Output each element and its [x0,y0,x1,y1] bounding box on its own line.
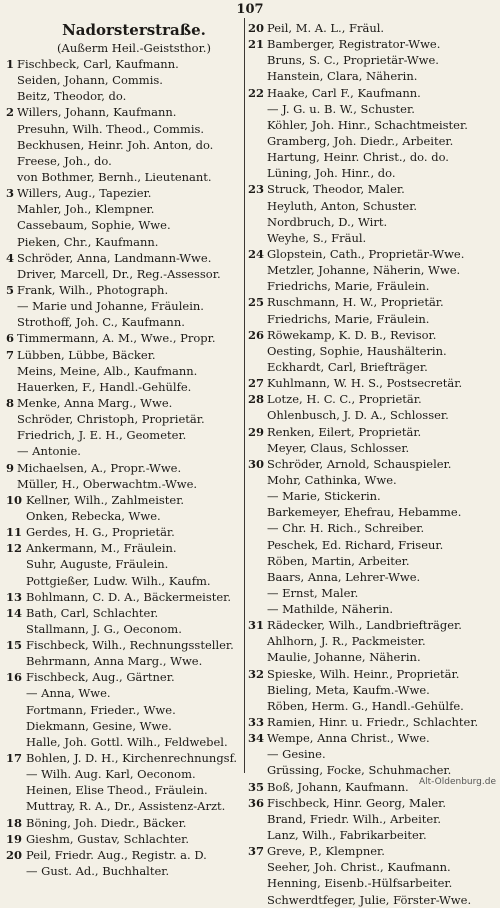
directory-entry [6,798,242,814]
resident-text: Bamberger, Registrator-Wwe. [267,37,441,52]
directory-entry [248,214,496,230]
directory-entry [6,573,242,589]
resident-text: Röben, Martin, Arbeiter. [267,553,410,568]
resident-text: Gieshm, Gustav, Schlachter. [26,831,190,846]
resident-text: Lübben, Lübbe, Bäcker. [17,347,156,362]
directory-entry [248,36,496,52]
directory-entry [248,181,496,197]
directory-entry [6,330,242,346]
house-number: 12 [6,541,23,556]
resident-text: Peschek, Ed. Richard, Friseur. [267,537,444,552]
resident-text: Timmermann, A. M., Wwe., Propr. [17,331,216,346]
directory-entry [6,137,242,153]
resident-text: Friedrichs, Marie, Fräulein. [267,279,430,294]
resident-text: Wempe, Anna Christ., Wwe. [267,731,430,746]
directory-entry [248,875,496,891]
directory-entry [248,666,496,682]
directory-entry [6,540,242,556]
house-number: 4 [6,250,15,265]
house-number: 27 [248,376,265,391]
directory-entry [248,553,496,569]
directory-entry [6,169,242,185]
directory-entry [248,85,496,101]
page-number: 107 [236,2,264,17]
directory-entry [6,718,242,734]
directory-entry [248,746,496,762]
house-number: 30 [248,456,265,471]
resident-text: Haake, Carl F., Kaufmann. [267,85,421,100]
directory-entry [248,327,496,343]
directory-entry [248,311,496,327]
directory-entry [248,278,496,294]
resident-text: — Gust. Ad., Buchhalter. [26,864,170,879]
directory-entry [248,472,496,488]
house-number: 13 [6,589,23,604]
resident-text: Gramberg, Joh. Diedr., Arbeiter. [267,133,454,148]
resident-text: Barkemeyer, Ehefrau, Hebamme. [267,505,462,520]
resident-text: Maulie, Johanne, Näherin. [267,650,421,665]
resident-text: Seeher, Joh. Christ., Kaufmann. [267,860,451,875]
directory-entry [248,440,496,456]
resident-text: Freese, Joh., do. [17,153,112,168]
directory-entry [248,488,496,504]
directory-entry [248,537,496,553]
directory-entry [6,250,242,266]
directory-entry [6,653,242,669]
directory-entry [6,395,242,411]
column-divider [244,18,245,773]
resident-text: Fischbeck, Aug., Gärtner. [26,670,175,685]
resident-text: Boß, Johann, Kaufmann. [267,779,409,794]
resident-text: Meyer, Claus, Schlosser. [267,440,410,455]
directory-entry [6,766,242,782]
directory-entry [6,314,242,330]
house-number: 35 [248,779,265,794]
resident-text: Eckhardt, Carl, Briefträger. [267,359,428,374]
resident-text: Frank, Wilh., Photograph. [17,282,169,297]
directory-entry [6,476,242,492]
directory-entry [6,508,242,524]
resident-text: — Mathilde, Näherin. [267,602,394,617]
footer-credit: Alt-Oldenburg.de [418,777,496,787]
directory-entry [248,230,496,246]
directory-entry [248,294,496,310]
directory-entry [6,363,242,379]
resident-text: Friedrich, J. E. H., Geometer. [17,428,187,443]
resident-text: — Chr. H. Rich., Schreiber. [267,521,425,536]
directory-entry [248,698,496,714]
resident-text: Fischbeck, Carl, Kaufmann. [17,57,179,71]
directory-entry [6,589,242,605]
directory-entry [248,407,496,423]
resident-text: Bath, Carl, Schlachter. [26,605,159,620]
resident-text: Ramien, Hinr. u. Friedr., Schlachter. [267,715,479,730]
resident-text: Behrmann, Anna Marg., Wwe. [26,654,203,669]
resident-text: Rädecker, Wilh., Landbriefträger. [267,618,462,633]
resident-text: Grüssing, Focke, Schuhmacher. [267,763,452,778]
directory-entry [248,504,496,520]
directory-entry [248,101,496,117]
directory-entry [248,52,496,68]
resident-text: Fischbeck, Hinr. Georg, Maler. [267,795,447,810]
resident-text: Baars, Anna, Lehrer-Wwe. [267,569,421,584]
resident-text: — Anna, Wwe. [26,686,111,701]
resident-text: Fortmann, Frieder., Wwe. [26,702,176,717]
directory-entry [248,843,496,859]
resident-text: Hartung, Heinr. Christ., do. do. [267,150,449,165]
directory-entry [6,427,242,443]
directory-entry [248,375,496,391]
resident-text: Diekmann, Gesine, Wwe. [26,718,172,733]
resident-text: Beckhusen, Heinr. Joh. Anton, do. [17,137,214,152]
resident-text: Ahlhorn, J. R., Packmeister. [267,634,426,649]
directory-entry [248,795,496,811]
directory-entry [248,246,496,262]
house-number: 37 [248,844,265,859]
resident-text: Lotze, H. C. C., Proprietär. [267,392,422,407]
house-number: 19 [6,831,23,846]
directory-entry [6,266,242,282]
resident-text: Mohr, Cathinka, Wwe. [267,472,397,487]
directory-entry [6,831,242,847]
directory-entry [6,621,242,637]
resident-text: Glopstein, Cath., Proprietär-Wwe. [267,246,465,261]
resident-text: Menke, Anna Marg., Wwe. [17,395,173,410]
directory-entry [6,524,242,540]
directory-entry [6,685,242,701]
resident-text: Strothoff, Joh. C., Kaufmann. [17,315,185,330]
house-number: 21 [248,37,265,52]
resident-text: Bieling, Meta, Kaufm.-Wwe. [267,682,430,697]
resident-text: Meins, Meine, Alb., Kaufmann. [17,363,198,378]
resident-text: Suhr, Auguste, Fräulein. [26,557,169,572]
directory-entry [248,649,496,665]
resident-text: Willers, Johann, Kaufmann. [17,105,177,120]
house-number: 2 [6,105,15,120]
house-number: 1 [6,57,15,71]
resident-text: Peil, Friedr. Aug., Registr. a. D. [26,847,207,862]
resident-text: Fischbeck, Wilh., Rechnungssteller. [26,638,234,653]
resident-text: — Ernst, Maler. [267,585,359,600]
resident-text: Röwekamp, K. D. B., Revisor. [267,327,437,342]
resident-text: Hauerken, F., Handl.-Gehülfe. [17,379,192,394]
directory-entry [248,165,496,181]
resident-text: Seiden, Johann, Commis. [17,73,163,88]
house-number: 28 [248,392,265,407]
house-number: 24 [248,246,265,261]
directory-entry [6,347,242,363]
directory-entry [248,20,496,36]
directory-entry [6,72,242,88]
directory-entry [6,234,242,250]
directory-entry [248,585,496,601]
directory-entry [6,637,242,653]
resident-text: Cassebaum, Sophie, Wwe. [17,218,171,233]
directory-entry [248,569,496,585]
street-subtitle: (Außerm Heil.-Geiststhor.) [57,41,211,55]
resident-text: Gerdes, H. G., Proprietär. [26,525,175,540]
resident-text: Köhler, Joh. Hinr., Schachtmeister. [267,117,468,132]
directory-entry [248,827,496,843]
resident-text: Lanz, Wilh., Fabrikarbeiter. [267,828,427,843]
directory-entry [6,460,242,476]
house-number: 7 [6,347,15,362]
resident-text: Ankermann, M., Fräulein. [26,541,177,556]
house-number: 34 [248,731,265,746]
directory-entry [6,185,242,201]
resident-text: Müller, H., Oberwachtm.-Wwe. [17,476,198,491]
directory-entry [6,282,242,298]
resident-text: Bruns, S. C., Proprietär-Wwe. [267,53,439,68]
resident-text: Brand, Friedr. Wilh., Arbeiter. [267,811,442,826]
house-number: 23 [248,182,265,197]
resident-text: Nordbruch, D., Wirt. [267,214,388,229]
directory-entry [248,343,496,359]
resident-text: — Marie, Stickerin. [267,489,381,504]
resident-text: Michaelsen, A., Propr.-Wwe. [17,460,182,475]
house-number: 20 [248,21,265,35]
house-number: 11 [6,525,23,540]
directory-entry [6,492,242,508]
directory-entry [248,682,496,698]
directory-entry [6,863,242,879]
house-number: 33 [248,715,265,730]
house-number: 32 [248,666,265,681]
directory-entry [248,601,496,617]
directory-entry [6,104,242,120]
house-number: 5 [6,282,15,297]
resident-text: Hanstein, Clara, Näherin. [267,69,418,84]
directory-entry [6,56,242,72]
directory-entry [6,847,242,863]
resident-text: Bohlen, J. D. H., Kirchenrechnungsf. [26,751,238,766]
directory-entry [248,149,496,165]
house-number: 8 [6,395,15,410]
resident-text: Driver, Marcell, Dr., Reg.-Assessor. [17,266,221,281]
resident-text: Röben, Herm. G., Handl.-Gehülfe. [267,698,464,713]
house-number: 14 [6,605,23,620]
resident-text: Beitz, Theodor, do. [17,89,127,104]
directory-entry [6,782,242,798]
resident-text: Struck, Theodor, Maler. [267,182,405,197]
directory-entry [248,391,496,407]
directory-entry [6,121,242,137]
house-number: 10 [6,492,23,507]
directory-entry [6,379,242,395]
right-column [248,20,496,908]
resident-text: Onken, Rebecka, Wwe. [26,508,161,523]
directory-entry [248,262,496,278]
resident-text: — Gesine. [267,747,326,762]
house-number: 3 [6,186,15,201]
house-number: 15 [6,638,23,653]
directory-entry [6,217,242,233]
directory-entry [6,556,242,572]
directory-entry [248,456,496,472]
resident-text: Stallmann, J. G., Oeconom. [26,621,182,636]
directory-entry [248,68,496,84]
resident-text: Pieken, Chr., Kaufmann. [17,234,159,249]
resident-text: Kellner, Wilh., Zahlmeister. [26,492,185,507]
house-number: 36 [248,795,265,810]
resident-text: Schröder, Christoph, Proprietär. [17,412,205,427]
directory-entry [248,633,496,649]
resident-text: Bohlmann, C. D. A., Bäckermeister. [26,589,232,604]
directory-entry [248,424,496,440]
house-number: 17 [6,751,23,766]
resident-text: Heinen, Elise Theod., Fräulein. [26,783,208,798]
resident-text: — Antonie. [17,444,81,459]
house-number: 18 [6,815,23,830]
directory-entry [6,443,242,459]
resident-text: von Bothmer, Bernh., Lieutenant. [17,169,212,184]
resident-text: Renken, Eilert, Proprietär. [267,424,422,439]
resident-text: Ohlenbusch, J. D. A., Schlosser. [267,408,449,423]
directory-entry [248,617,496,633]
resident-text: Metzler, Johanne, Näherin, Wwe. [267,263,461,278]
directory-entry [248,117,496,133]
resident-text: Kuhlmann, W. H. S., Postsecretär. [267,376,463,391]
directory-entry [6,88,242,104]
resident-text: Greve, P., Klempner. [267,844,385,859]
resident-text: Halle, Joh. Gottl. Wilh., Feldwebel. [26,734,228,749]
directory-entry [248,133,496,149]
resident-text: Muttray, R. A., Dr., Assistenz-Arzt. [26,799,226,814]
house-number: 22 [248,85,265,100]
directory-entry [248,892,496,908]
resident-text: Willers, Aug., Tapezier. [17,186,152,201]
resident-text: Oesting, Sophie, Haushälterin. [267,343,447,358]
directory-entry [248,198,496,214]
house-number: 31 [248,618,265,633]
directory-entry [6,153,242,169]
house-number: 29 [248,424,265,439]
directory-entry [6,815,242,831]
resident-text: Schwerdtfeger, Julie, Förster-Wwe. [267,892,472,907]
directory-entry [248,859,496,875]
resident-text: Lüning, Joh. Hinr., do. [267,166,396,181]
resident-text: Pottgießer, Ludw. Wilh., Kaufm. [26,573,211,588]
resident-text: Spieske, Wilh. Heinr., Proprietär. [267,666,460,681]
directory-entry [248,714,496,730]
resident-text: Böning, Joh. Diedr., Bäcker. [26,815,187,830]
resident-text: Schröder, Anna, Landmann-Wwe. [17,250,212,265]
resident-text: Weyhe, S., Fräul. [267,230,367,245]
directory-entry [248,730,496,746]
resident-text: Friedrichs, Marie, Fräulein. [267,311,430,326]
street-title: Nadorsterstraße. [62,21,206,39]
house-number: 9 [6,460,15,475]
resident-text: — Wilh. Aug. Karl, Oeconom. [26,767,196,782]
directory-entry [248,359,496,375]
resident-text: Presuhn, Wilh. Theod., Commis. [17,121,205,136]
directory-entry [6,605,242,621]
resident-text: — J. G. u. B. W., Schuster. [267,101,415,116]
directory-entry [6,669,242,685]
resident-text: Schröder, Arnold, Schauspieler. [267,456,452,471]
directory-entry [6,734,242,750]
house-number: 20 [6,847,23,862]
house-number: 16 [6,670,23,685]
resident-text: Ruschmann, H. W., Proprietär. [267,295,444,310]
resident-text: Henning, Eisenb.-Hülfsarbeiter. [267,876,453,891]
resident-text: Heyluth, Anton, Schuster. [267,198,418,213]
directory-entry [6,298,242,314]
house-number: 26 [248,327,265,342]
house-number: 6 [6,331,15,346]
resident-text: Peil, M. A. L., Fräul. [267,21,385,35]
directory-entry [6,702,242,718]
resident-text: — Marie und Johanne, Fräulein. [17,299,204,314]
directory-entry [6,201,242,217]
directory-entry [248,520,496,536]
house-number: 25 [248,295,265,310]
directory-entry [248,811,496,827]
resident-text: Mahler, Joh., Klempner. [17,202,155,217]
directory-entry [6,411,242,427]
directory-entry [6,750,242,766]
left-column [6,20,242,879]
